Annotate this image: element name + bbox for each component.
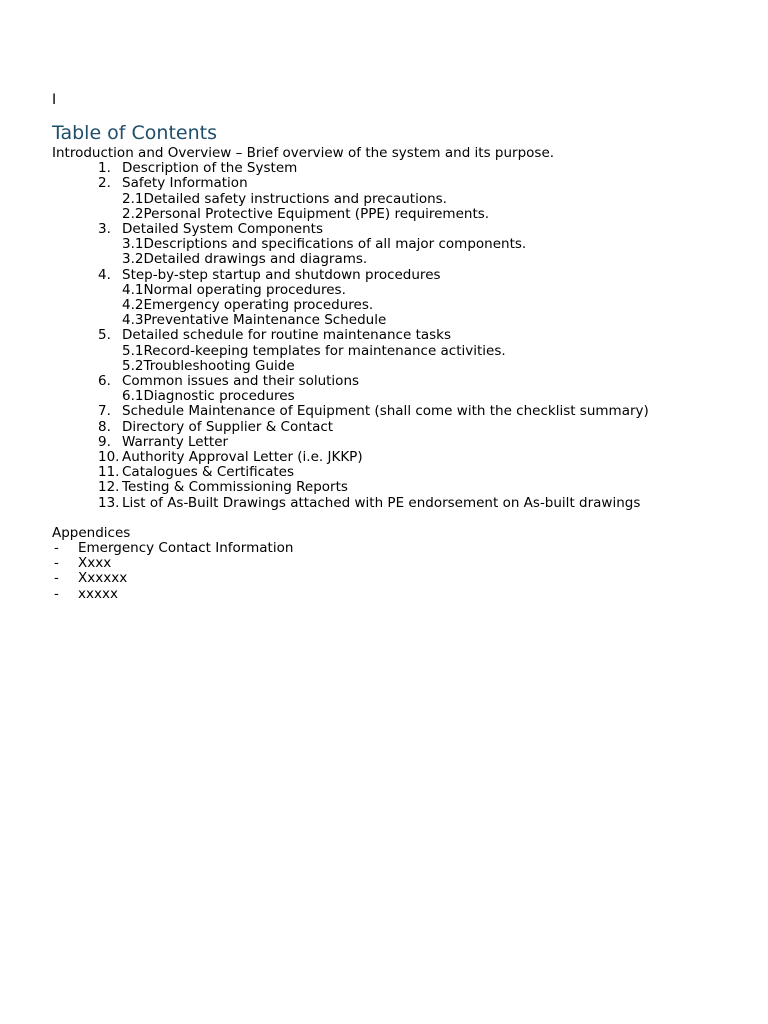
toc-item [52,496,752,511]
toc-item-label: Catalogues & Certificates [122,464,295,481]
appendix-item [52,587,752,602]
toc-item-label: List of As-Built Drawings attached with PE endorsement on As-built drawings [122,494,641,511]
toc-item [52,328,752,343]
toc-item [52,404,752,419]
toc-item-number [52,404,122,419]
toc-list [52,161,752,511]
spacer [52,511,752,526]
appendix-item-label: Xxxxxx [78,570,128,587]
toc-subitem-label: Record-keeping templates for maintenance activities. [143,342,506,359]
toc-item-number [52,435,122,450]
toc-item-number-text: 1. [98,160,111,177]
toc-subitem-number: 3.1 [122,236,144,253]
toc-subitem-number: 2.2 [122,205,144,222]
toc-subitem [52,389,752,404]
toc-subitem [52,313,752,328]
toc-subitem [52,298,752,313]
toc-item [52,480,752,495]
toc-subitem-label: Diagnostic procedures [143,388,295,405]
appendix-item [52,541,752,556]
toc-item-number [52,374,122,389]
toc-item-number [52,176,122,191]
toc-subitem-number: 4.3 [122,312,144,329]
toc-subitem-label: Descriptions and specifications of all major components. [143,236,527,253]
toc-subitem-label: Detailed safety instructions and precautions. [143,190,447,207]
appendix-item-label: xxxxx [78,585,118,602]
toc-item [52,161,752,176]
toc-item-number-text: 9. [98,433,111,450]
toc-subitem [52,192,752,207]
toc-item-number-text: 11. [98,464,120,481]
intro-line: Introduction and Overview – Brief overview of the system and its purpose. [52,145,555,161]
toc-item [52,374,752,389]
toc-subitem-label: Personal Protective Equipment (PPE) requirements. [143,205,490,222]
toc-item-number [52,496,122,511]
toc-subitem-number: 2.1 [122,190,144,207]
toc-item-number-text: 2. [98,175,111,192]
toc-subitem-label: Detailed drawings and diagrams. [143,251,368,268]
toc-item-number [52,480,122,495]
toc-item-number-text: 6. [98,373,111,390]
toc-item-number [52,222,122,237]
toc-item-number-text: 8. [98,418,111,435]
dash-bullet: - [54,540,59,557]
toc-item [52,222,752,237]
toc-subitem [52,359,752,374]
toc-item [52,268,752,283]
toc-item-number-text: 5. [98,327,111,344]
toc-item [52,176,752,191]
appendix-item-label: Emergency Contact Information [78,540,294,557]
toc-subitem-number: 5.2 [122,357,144,374]
toc-item-number [52,465,122,480]
toc-item [52,435,752,450]
toc-subitem [52,252,752,267]
toc-item-label: Authority Approval Letter (i.e. JKKP) [122,449,363,466]
page-title: Table of Contents [52,122,217,144]
toc-item-number [52,450,122,465]
toc-subitem-label: Troubleshooting Guide [143,357,295,374]
toc-subitem [52,283,752,298]
toc-subitem-number: 3.2 [122,251,144,268]
appendix-item [52,571,752,586]
toc-subitem-number: 4.1 [122,281,144,298]
toc-item-label: Warranty Letter [122,433,229,450]
toc-item [52,465,752,480]
dash-bullet: - [54,555,59,572]
toc-item-label: Testing & Commissioning Reports [122,479,348,496]
toc-item-number-text: 12. [98,479,120,496]
toc-item-label: Detailed schedule for routine maintenance tasks [122,327,452,344]
toc-item-number-text: 13. [98,494,120,511]
toc-item-label: Safety Information [122,175,248,192]
toc-subitem [52,207,752,222]
toc-subitem [52,344,752,359]
appendices-list [52,541,752,602]
toc-item-number [52,268,122,283]
text-cursor-mark: I [52,92,57,108]
toc-item-number [52,328,122,343]
toc-item-label: Detailed System Components [122,221,323,238]
toc-item [52,450,752,465]
dash-bullet: - [54,570,59,587]
toc-item-number-text: 3. [98,221,111,238]
dash-bullet: - [54,585,59,602]
toc-item-number [52,161,122,176]
toc-subitem-label: Normal operating procedures. [143,281,346,298]
toc-subitem-label: Preventative Maintenance Schedule [143,312,387,329]
toc-subitem-label: Emergency operating procedures. [143,297,374,314]
toc-item-number-text: 4. [98,266,111,283]
toc-item-label: Common issues and their solutions [122,373,360,390]
document-page [52,90,752,602]
appendix-item-label: Xxxx [78,555,112,572]
toc-item-number-text: 7. [98,403,111,420]
toc-subitem [52,237,752,252]
toc-item-label: Schedule Maintenance of Equipment (shall come with the checklist summary) [122,403,649,420]
toc-subitem-number: 4.2 [122,297,144,314]
toc-item-number-text: 10. [98,449,120,466]
toc-item [52,420,752,435]
toc-subitem-number: 6.1 [122,388,144,405]
toc-item-label: Description of the System [122,160,298,177]
appendix-item [52,556,752,571]
appendices-heading: Appendices [52,524,131,541]
toc-item-number [52,420,122,435]
toc-item-label: Directory of Supplier & Contact [122,418,334,435]
toc-subitem-number: 5.1 [122,342,144,359]
toc-item-label: Step-by-step startup and shutdown procedures [122,266,441,283]
